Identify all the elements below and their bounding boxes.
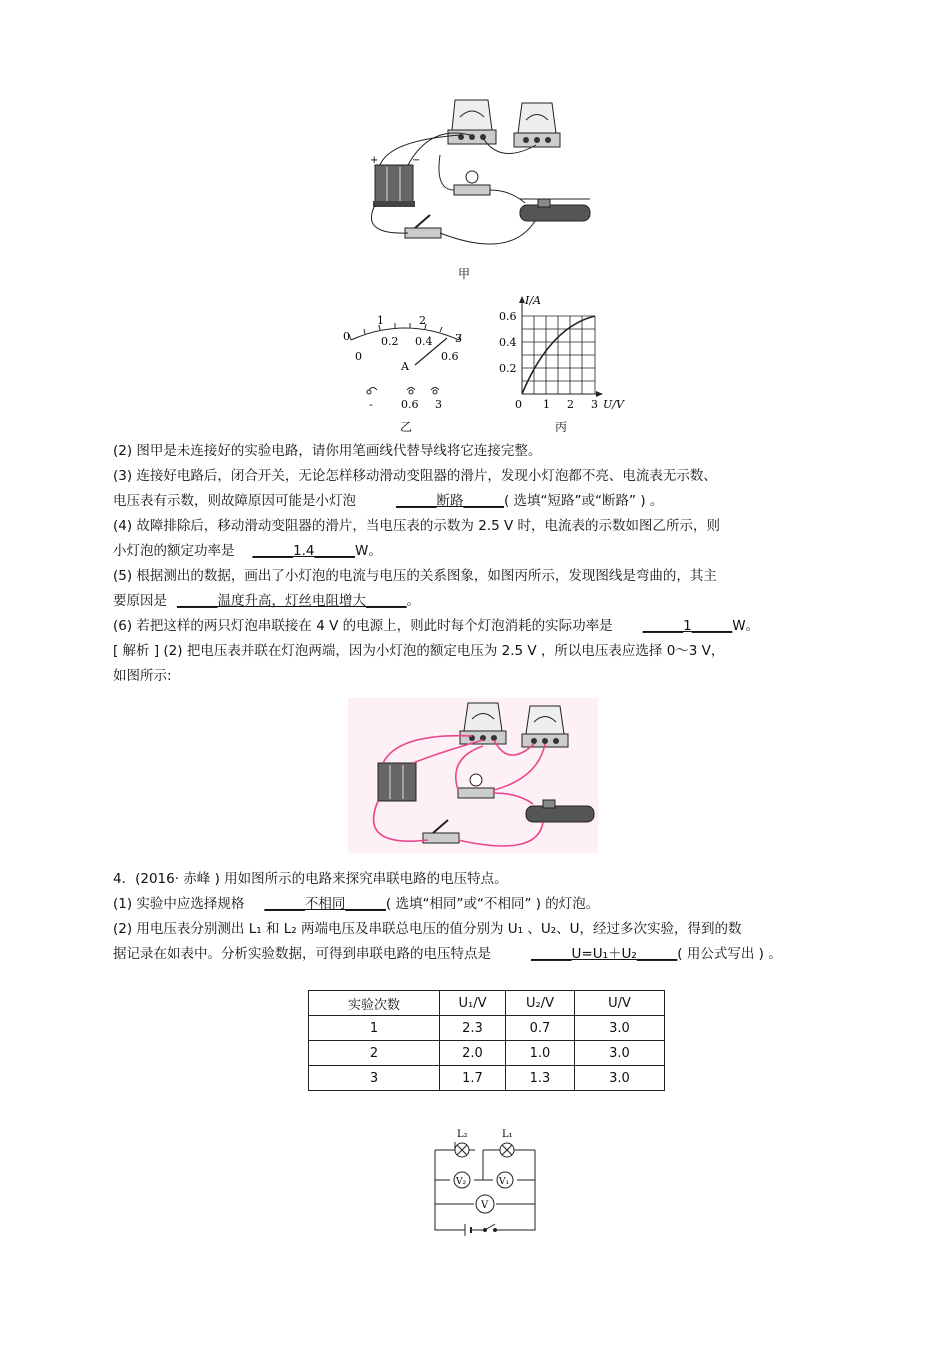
question-3-answer: ______断路______	[396, 493, 504, 509]
problem4-q2-answer: ______U=U₁＋U₂______	[531, 946, 678, 962]
voltmeter-apparatus	[514, 103, 560, 147]
table-cell: 3.0	[575, 1066, 665, 1091]
graph-x-tick-1: 1	[543, 398, 550, 411]
problem4-q2-prefix: 据记录在如表中。分析实验数据，可得到串联电路的电压特点是	[113, 946, 491, 962]
table-cell: 0.7	[506, 1016, 575, 1041]
table-cell: 2	[309, 1041, 440, 1066]
table-cell: 2.3	[440, 1016, 506, 1041]
lamp-l1-icon	[500, 1143, 514, 1157]
question-3-line1: (3) 连接好电路后，闭合开关，无论怎样移动滑动变阻器的滑片，发现小灯泡都不亮、电流表无示数、	[113, 468, 717, 484]
series-circuit-diagram	[425, 1122, 545, 1242]
question-4-line2	[113, 542, 382, 560]
dial-top-tick-1: 1	[377, 314, 384, 327]
table-header-cell: U₁/V	[440, 991, 506, 1016]
graph-y-label: I/A	[525, 294, 541, 307]
table-row	[309, 1041, 665, 1066]
question-4-prefix: 小灯泡的额定功率是	[113, 543, 235, 559]
battery-minus-sign: −	[412, 155, 421, 166]
graph-y-tick-0-2: 0.2	[499, 362, 517, 375]
terminal-3: 3	[435, 398, 442, 411]
question-5-answer: ______温度升高，灯丝电阻增大______	[177, 593, 407, 609]
table-cell: 1.3	[506, 1066, 575, 1091]
problem4-q1-prefix: (1) 实验中应选择规格	[113, 896, 245, 912]
question-4-line1: (4) 故障排除后，移动滑动变阻器的滑片，当电压表的示数为 2.5 V 时，电流表的示数如图乙所示，则	[113, 518, 720, 534]
dial-top-tick-2: 2	[419, 314, 426, 327]
question-5-line1: (5) 根据测出的数据，画出了小灯泡的电流与电压的关系图象，如图丙所示，发现图线是弯曲的，其主	[113, 568, 717, 584]
question-6	[113, 617, 759, 635]
figure-bing-caption: 丙	[555, 420, 568, 434]
problem4-q1-answer: ______不相同______	[264, 896, 386, 912]
figure-jia-caption: 甲	[458, 267, 471, 281]
battery-plus-sign: +	[370, 155, 379, 166]
graph-x-tick-2: 2	[567, 398, 574, 411]
table-cell: 1	[309, 1016, 440, 1041]
problem4-q1	[113, 895, 599, 913]
terminal-minus: -	[369, 398, 373, 411]
dial-top-tick-3: 3	[455, 332, 462, 345]
rheostat-apparatus	[520, 199, 590, 221]
dial-bottom-tick-1: 0.2	[381, 335, 399, 348]
dial-top-tick-0: 0	[343, 330, 350, 343]
dial-bottom-tick-3: 0.6	[441, 350, 459, 363]
voltmeter-v2-label: V₂	[456, 1177, 467, 1187]
graph-x-tick-0: 0	[515, 398, 522, 411]
table-header-cell: 实验次数	[309, 991, 440, 1016]
graph-x-label: U/V	[603, 398, 624, 411]
solution-voltmeter	[522, 706, 568, 747]
table-cell: 3.0	[575, 1016, 665, 1041]
table-header-cell: U/V	[575, 991, 665, 1016]
question-6-answer: ______1______	[642, 618, 733, 634]
switch-apparatus	[405, 215, 441, 238]
table-cell: 1.0	[506, 1041, 575, 1066]
voltmeter-v-label: V	[481, 1200, 489, 1211]
lamp-l2-label: L₂	[457, 1129, 468, 1140]
dial-bottom-tick-0: 0	[355, 350, 362, 363]
question-5-prefix: 要原因是	[113, 593, 167, 609]
graph-x-tick-3: 3	[591, 398, 598, 411]
table-header-cell: U₂/V	[506, 991, 575, 1016]
table-row	[309, 1066, 665, 1091]
dial-bottom-tick-2: 0.4	[415, 335, 433, 348]
question-3-line2	[113, 492, 663, 510]
problem4-head: 4．(2016· 赤峰 ) 用如图所示的电路来探究串联电路的电压特点。	[113, 871, 508, 887]
question-6-suffix: W。	[732, 618, 760, 634]
voltmeter-v1-label: V₁	[499, 1177, 510, 1187]
battery-apparatus	[373, 165, 415, 207]
question-3-suffix: ( 选填“短路”或“断路” ) 。	[504, 493, 664, 509]
lamp-l1-label: L₁	[502, 1129, 513, 1140]
problem4-q2-line2	[113, 945, 782, 963]
problem4-q2-line1: (2) 用电压表分别测出 L₁ 和 L₂ 两端电压及串联总电压的值分别为 U₁ 、U₂、U，经过多次实验，得到的数	[113, 921, 742, 937]
question-2: (2) 图甲是未连接好的实验电路，请你用笔画线代替导线将它连接完整。	[113, 443, 542, 459]
analysis-line1: [ 解析 ] (2) 把电压表并联在灯泡两端，因为小灯泡的额定电压为 2.5 V ，所以电压表应选择 0～3 V，	[113, 643, 725, 659]
table-header-row	[309, 991, 665, 1016]
question-5-suffix: 。	[406, 593, 420, 609]
ammeter-apparatus	[448, 100, 496, 144]
lamp-l2-icon	[455, 1143, 469, 1157]
table-cell: 1.7	[440, 1066, 506, 1091]
figure-yi-ammeter-dial	[335, 300, 475, 415]
dial-unit: A	[401, 360, 409, 373]
table-cell: 3	[309, 1066, 440, 1091]
figure-bing-graph	[495, 292, 635, 417]
question-3-prefix: 电压表有示数，则故障原因可能是小灯泡	[113, 493, 356, 509]
table-cell: 2.0	[440, 1041, 506, 1066]
table-row	[309, 1016, 665, 1041]
voltage-data-table	[308, 990, 665, 1091]
graph-y-tick-0-4: 0.4	[499, 336, 517, 349]
lamp-apparatus	[454, 171, 490, 195]
figure-solution-circuit	[348, 698, 598, 853]
figure-jia	[360, 95, 600, 250]
table-cell: 3.0	[575, 1041, 665, 1066]
figure-yi-caption: 乙	[400, 420, 413, 434]
question-4-answer: ______1.4______	[252, 543, 355, 559]
solution-battery	[378, 763, 416, 801]
problem4-q1-suffix: ( 选填“相同”或“不相同” ) 的灯泡。	[385, 896, 600, 912]
question-5-line2	[113, 592, 420, 610]
question-6-prefix: (6) 若把这样的两只灯泡串联接在 4 V 的电源上，则此时每个灯泡消耗的实际功率是	[113, 618, 613, 634]
solution-ammeter	[460, 703, 506, 744]
terminal-0-6: 0.6	[401, 398, 419, 411]
question-4-suffix: W。	[354, 543, 382, 559]
graph-y-tick-0-6: 0.6	[499, 310, 517, 323]
analysis-line2: 如图所示:	[113, 668, 172, 684]
problem4-q2-suffix: ( 用公式写出 ) 。	[677, 946, 782, 962]
